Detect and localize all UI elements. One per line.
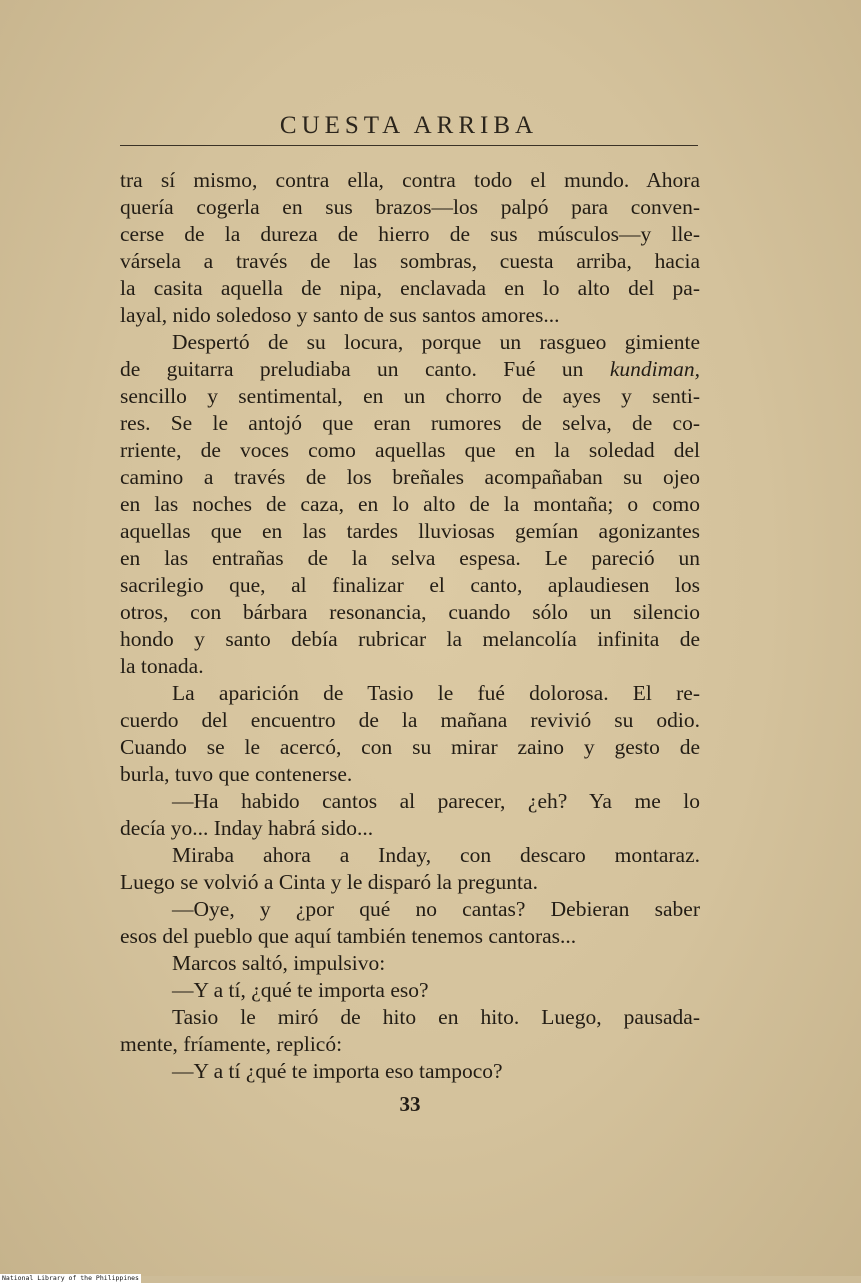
text-line: hondo y santo debía rubricar la melancolía infinita de — [120, 627, 700, 651]
text-line: res. Se le antojó que eran rumores de selva, de co- — [120, 411, 700, 435]
scan-credit: National Library of the Philippines — [2, 1274, 139, 1282]
text-line: burla, tuvo que contenerse. — [120, 762, 353, 786]
header-rule — [120, 145, 698, 146]
text-line: la casita aquella de nipa, enclavada en lo alto del pa- — [120, 276, 700, 300]
running-header: CUESTA ARRIBA — [279, 112, 539, 139]
text-line: —Oye, y ¿por qué no cantas? Debieran saber — [172, 897, 700, 921]
italic-word: kundiman, — [609, 357, 700, 381]
text-line: en las noches de caza, en lo alto de la montaña; o como — [120, 492, 700, 516]
text-line: Miraba ahora a Inday, con descaro montaraz. — [172, 843, 700, 867]
text-line: —Ha habido cantos al parecer, ¿eh? Ya me lo — [172, 789, 700, 813]
text-line: sencillo y sentimental, en un chorro de ayes y senti- — [120, 384, 700, 408]
text-line: vársela a través de las sombras, cuesta arriba, hacia — [120, 249, 700, 273]
text-line: Marcos saltó, impulsivo: — [172, 951, 386, 975]
text-line: Despertó de su locura, porque un rasgueo gimiente — [172, 330, 700, 354]
text-line: cuerdo del encuentro de la mañana revivió su odio. — [120, 708, 700, 732]
text-line: layal, nido soledoso y santo de sus santos amores... — [120, 303, 560, 327]
text-line: tra sí mismo, contra ella, contra todo el mundo. Ahora — [120, 168, 700, 192]
body-text — [120, 167, 700, 1085]
text-line: camino a través de los breñales acompañaban su ojeo — [120, 465, 700, 489]
text-line: Luego se volvió a Cinta y le disparó la pregunta. — [120, 870, 538, 894]
text-fragment: de guitarra preludiaba un canto. Fué un — [120, 357, 610, 381]
text-line: mente, fríamente, replicó: — [120, 1032, 343, 1056]
text-line: quería cogerla en sus brazos—los palpó para conven- — [120, 195, 700, 219]
text-line: sacrilegio que, al finalizar el canto, aplaudiesen los — [120, 573, 700, 597]
text-line: —Y a tí, ¿qué te importa eso? — [172, 978, 429, 1002]
text-line: otros, con bárbara resonancia, cuando sólo un silencio — [120, 600, 700, 624]
text-line: rriente, de voces como aquellas que en la soledad del — [120, 438, 700, 462]
text-line: —Y a tí ¿qué te importa eso tampoco? — [172, 1059, 503, 1083]
text-line: La aparición de Tasio le fué dolorosa. El re- — [172, 681, 700, 705]
text-line: Tasio le miró de hito en hito. Luego, pausada- — [172, 1005, 700, 1029]
text-line: la tonada. — [120, 654, 204, 678]
text-line: Cuando se le acercó, con su mirar zaino y gesto de — [120, 735, 700, 759]
text-line: cerse de la dureza de hierro de sus músculos—y lle- — [120, 222, 700, 246]
text-line: aquellas que en las tardes lluviosas gemían agonizantes — [120, 519, 700, 543]
page-number: 33 — [399, 1092, 421, 1116]
text-line: esos del pueblo que aquí también tenemos cantoras... — [120, 924, 577, 948]
text-line — [120, 356, 700, 383]
text-line: decía yo... Inday habrá sido... — [120, 816, 374, 840]
text-line: en las entrañas de la selva espesa. Le pareció un — [120, 546, 700, 570]
